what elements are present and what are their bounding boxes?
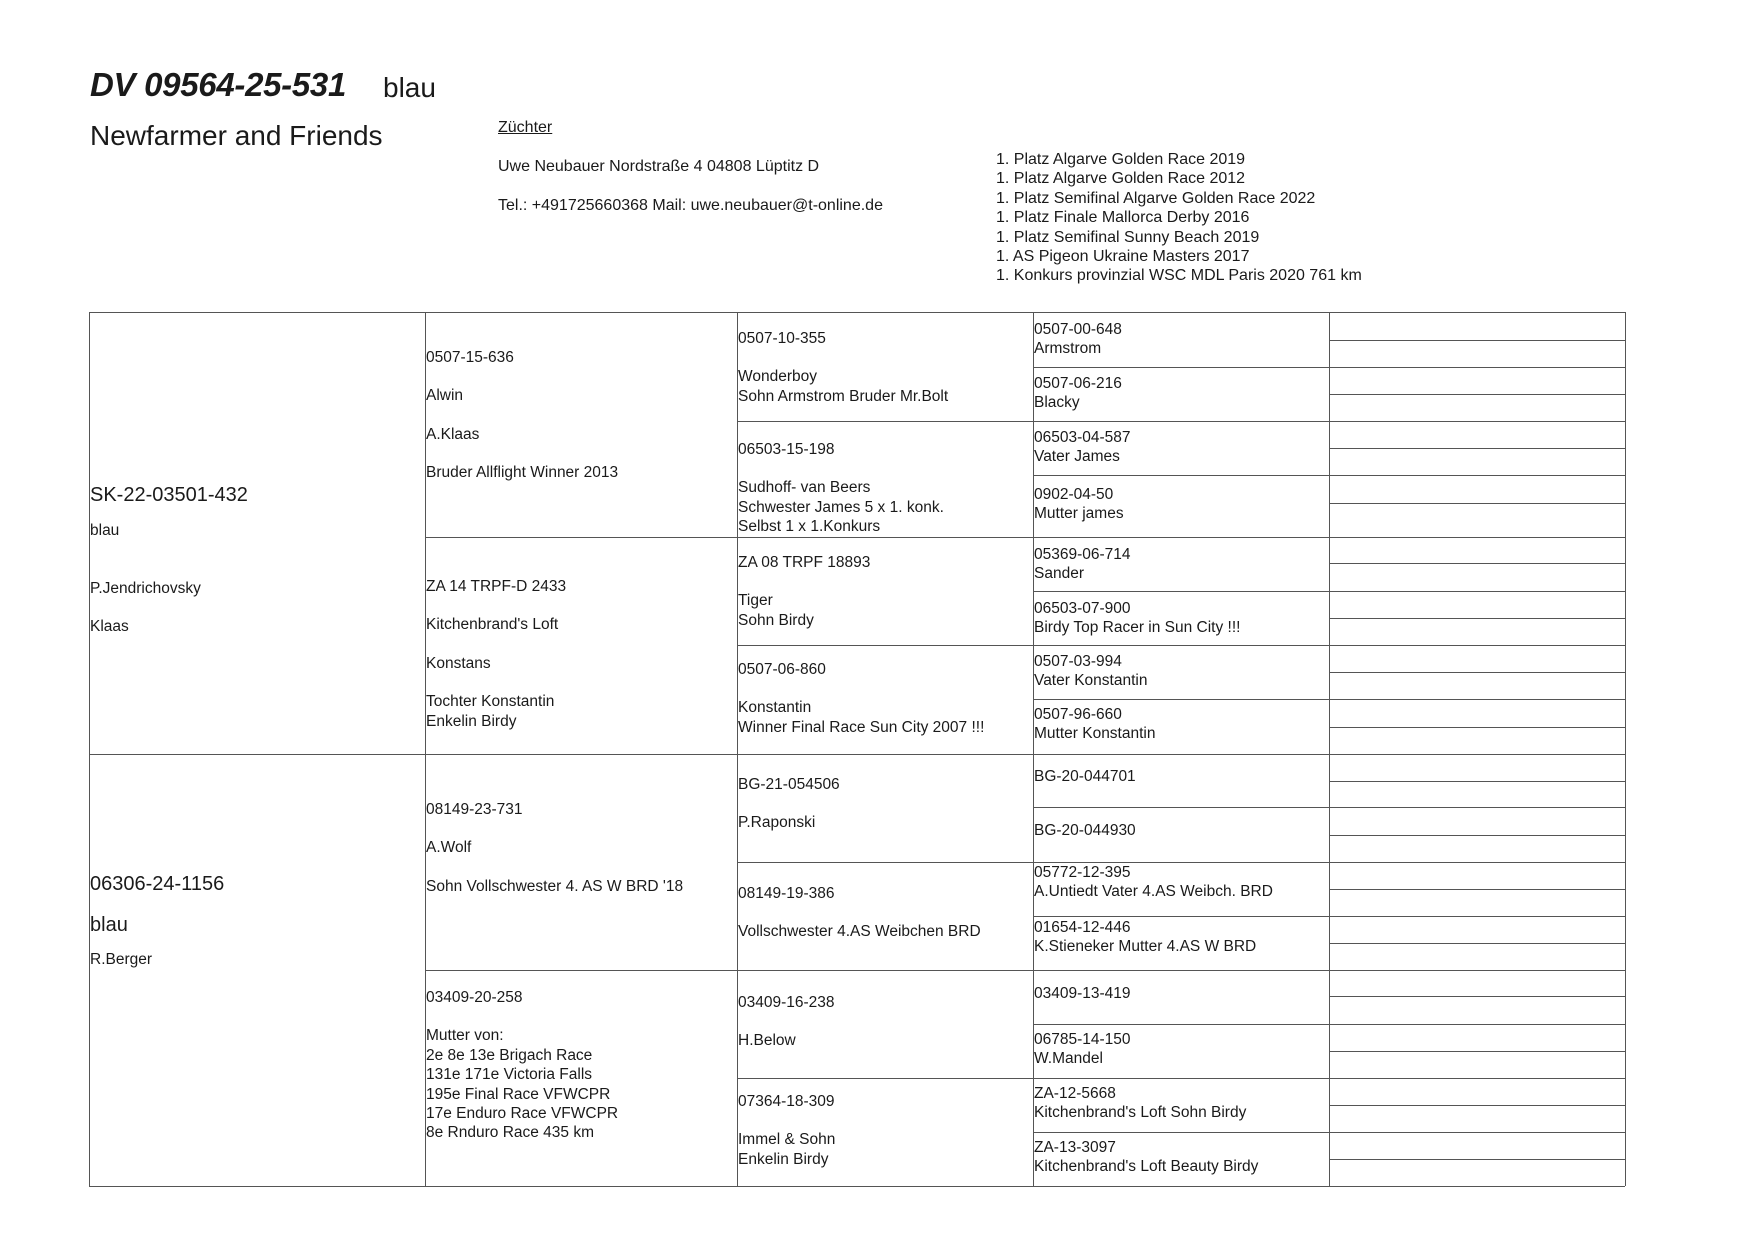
gen4-cell	[1034, 545, 1131, 584]
ancestor-ring: 06503-04-587	[1034, 429, 1131, 446]
ancestor-line: Vater Konstantin	[1034, 672, 1148, 690]
ancestor-line: Sohn Vollschwester 4. AS W BRD '18	[426, 877, 684, 895]
achievement-item: 1. Platz Finale Mallorca Derby 2016	[996, 209, 1250, 227]
grid-line	[737, 421, 1625, 422]
ancestor-line: Wonderboy	[738, 368, 817, 386]
grid-line	[1033, 916, 1625, 917]
gen4-cell	[1034, 652, 1147, 691]
ancestor-line: 2e 8e 13e Brigach Race	[426, 1046, 593, 1064]
achievement-item: 1. AS Pigeon Ukraine Masters 2017	[996, 248, 1250, 266]
grid-line	[1329, 340, 1625, 341]
gen4-cell	[1034, 320, 1122, 359]
gen4-cell	[1034, 984, 1131, 1003]
ancestor-line: H.Below	[738, 1032, 796, 1050]
grid-line	[1329, 312, 1330, 1186]
grid-line	[1329, 1051, 1625, 1052]
gen4-cell	[1034, 918, 1256, 957]
ancestor-line: Armstrom	[1034, 340, 1102, 358]
ancestor-line: Bruder Allflight Winner 2013	[426, 464, 619, 482]
achievement-item: 1. Platz Algarve Golden Race 2012	[996, 170, 1246, 188]
ancestor-line: Vollschwester 4.AS Weibchen BRD	[738, 923, 981, 941]
ancestor-ring: 03409-13-419	[1034, 985, 1131, 1002]
ancestor-line: Alwin	[426, 387, 464, 405]
ancestor-line: P.Raponski	[738, 814, 816, 832]
grid-line	[1329, 503, 1625, 504]
ancestor-line: Kitchenbrand's Loft Sohn Birdy	[1034, 1104, 1247, 1122]
pigeon-ring-number: DV 09564-25-531	[90, 66, 347, 103]
ancestor-ring: BG-20-044701	[1034, 768, 1136, 785]
great-grandparent-cell	[738, 440, 944, 537]
gen4-cell	[1034, 863, 1273, 902]
ancestor-line: Mutter von:	[426, 1027, 504, 1045]
grid-line	[1329, 618, 1625, 619]
ancestor-ring: 03409-20-258	[426, 989, 523, 1006]
grid-line	[1329, 943, 1625, 944]
ancestor-ring: 0507-06-216	[1034, 375, 1122, 392]
ancestor-line: A.Untiedt Vater 4.AS Weibch. BRD	[1034, 883, 1273, 901]
grandparent-cell	[426, 348, 618, 483]
ancestor-ring: 0507-00-648	[1034, 321, 1122, 338]
ancestor-ring: 0902-04-50	[1034, 486, 1114, 503]
ancestor-line: K.Stieneker Mutter 4.AS W BRD	[1034, 938, 1257, 956]
ancestor-line: Mutter james	[1034, 505, 1124, 523]
grid-line	[425, 970, 1625, 971]
parent-ring: SK-22-03501-432	[90, 484, 248, 506]
achievement-item: 1. Platz Semifinal Sunny Beach 2019	[996, 228, 1260, 246]
parent-father	[90, 486, 248, 637]
achievements-list	[996, 150, 1362, 286]
ancestor-ring: 0507-06-860	[738, 661, 826, 678]
ancestor-line: 17e Enduro Race VFWCPR	[426, 1105, 619, 1123]
ancestor-ring: 06785-14-150	[1034, 1031, 1131, 1048]
ancestor-line: Vater James	[1034, 448, 1120, 466]
ancestor-ring: BG-21-054506	[738, 776, 840, 793]
grid-line	[89, 754, 1625, 755]
grid-line	[89, 312, 1625, 313]
ancestor-line: Sander	[1034, 565, 1084, 583]
ancestor-ring: 06503-15-198	[738, 441, 835, 458]
grid-line	[89, 1186, 1625, 1187]
ancestor-line: A.Klaas	[426, 425, 480, 443]
grid-line	[1033, 367, 1625, 368]
achievement-item: 1. Platz Semifinal Algarve Golden Race 2022	[996, 189, 1316, 207]
grid-line	[1329, 1105, 1625, 1106]
ancestor-ring: ZA 14 TRPF-D 2433	[426, 578, 567, 595]
gen4-cell	[1034, 428, 1131, 467]
pigeon-color: blau	[383, 72, 436, 103]
grid-line	[1033, 807, 1625, 808]
ancestor-line: W.Mandel	[1034, 1050, 1103, 1068]
gen4-cell	[1034, 485, 1124, 524]
ancestor-ring: 08149-23-731	[426, 801, 523, 818]
ancestor-line: Mutter Konstantin	[1034, 725, 1156, 743]
achievement-item: 1. Konkurs provinzial WSC MDL Paris 2020 761 km	[996, 267, 1362, 285]
ancestor-line: Selbst 1 x 1.Konkurs	[738, 518, 881, 536]
gen4-cell	[1034, 374, 1122, 413]
ancestor-line: Blacky	[1034, 394, 1080, 412]
ancestor-line: Enkelin Birdy	[426, 712, 517, 730]
ancestor-line: Konstantin	[738, 699, 812, 717]
ancestor-line: 8e Rnduro Race 435 km	[426, 1124, 595, 1142]
grid-line	[1329, 996, 1625, 997]
grid-line	[425, 537, 1625, 538]
ancestor-line: 131e 171e Victoria Falls	[426, 1066, 593, 1084]
parent-line: R.Berger	[90, 950, 153, 968]
ancestor-line: Winner Final Race Sun City 2007 !!!	[738, 718, 985, 736]
ancestor-ring: 05772-12-395	[1034, 864, 1131, 881]
parent-line: P.Jendrichovsky	[90, 579, 201, 597]
ancestor-line: Birdy Top Racer in Sun City !!!	[1034, 619, 1241, 637]
grid-line	[1329, 835, 1625, 836]
pigeon-name: Newfarmer and Friends	[90, 120, 383, 151]
gen4-cell	[1034, 767, 1136, 786]
gen4-cell	[1034, 599, 1240, 638]
grid-line	[1033, 1132, 1625, 1133]
grid-line	[1329, 727, 1625, 728]
grid-line	[1329, 781, 1625, 782]
ancestor-ring: 07364-18-309	[738, 1093, 835, 1110]
achievement-item: 1. Platz Algarve Golden Race 2019	[996, 151, 1246, 168]
grid-line	[737, 645, 1625, 646]
parent-line: blau	[90, 522, 120, 540]
ancestor-line: Sohn Birdy	[738, 611, 814, 629]
ancestor-ring: 0507-15-636	[426, 349, 514, 366]
gen4-cell	[1034, 821, 1136, 840]
grid-line	[1329, 1159, 1625, 1160]
great-grandparent-cell	[738, 553, 870, 630]
ancestor-line: Sudhoff- van Beers	[738, 479, 871, 497]
parent-mother	[90, 875, 224, 969]
ancestor-line: Konstans	[426, 654, 491, 672]
great-grandparent-cell	[738, 884, 981, 942]
ancestor-line: Sohn Armstrom Bruder Mr.Bolt	[738, 387, 949, 405]
grid-line	[1033, 1024, 1625, 1025]
grandparent-cell	[426, 577, 566, 731]
ancestor-line: 195e Final Race VFWCPR	[426, 1085, 611, 1103]
great-grandparent-cell	[738, 660, 984, 737]
ancestor-ring: 05369-06-714	[1034, 546, 1131, 563]
ancestor-ring: 0507-10-355	[738, 330, 826, 347]
ancestor-ring: 06503-07-900	[1034, 600, 1131, 617]
breeder-contact: Tel.: +491725660368 Mail: uwe.neubauer@t-online.de	[498, 197, 883, 214]
grid-line	[1329, 672, 1625, 673]
ancestor-line: Kitchenbrand's Loft Beauty Birdy	[1034, 1158, 1259, 1176]
grid-line	[89, 312, 90, 1186]
ancestor-line: Enkelin Birdy	[738, 1150, 829, 1168]
ancestor-ring: 03409-16-238	[738, 994, 835, 1011]
ancestor-line: Schwester James 5 x 1. konk.	[738, 498, 944, 516]
grid-line	[1329, 394, 1625, 395]
ancestor-ring: BG-20-044930	[1034, 822, 1136, 839]
ancestor-ring: 01654-12-446	[1034, 919, 1131, 936]
grid-line	[1329, 448, 1625, 449]
great-grandparent-cell	[738, 1092, 835, 1169]
ancestor-line: A.Wolf	[426, 839, 472, 857]
great-grandparent-cell	[738, 993, 835, 1051]
gen4-cell	[1034, 1138, 1258, 1177]
great-grandparent-cell	[738, 775, 840, 833]
ancestor-ring: ZA-12-5668	[1034, 1085, 1116, 1102]
ancestor-line: Tiger	[738, 592, 773, 610]
breeder-heading: Züchter	[498, 119, 553, 136]
great-grandparent-cell	[738, 329, 948, 406]
gen4-cell	[1034, 1084, 1246, 1123]
breeder-address: Uwe Neubauer Nordstraße 4 04808 Lüptitz D	[498, 158, 820, 175]
gen4-cell	[1034, 705, 1155, 744]
ancestor-ring: 0507-03-994	[1034, 653, 1122, 670]
grandparent-cell	[426, 800, 683, 896]
parent-line: blau	[90, 914, 128, 937]
grid-line	[1329, 563, 1625, 564]
ancestor-ring: ZA-13-3097	[1034, 1139, 1116, 1156]
ancestor-ring: 08149-19-386	[738, 885, 835, 902]
parent-line: Klaas	[90, 618, 129, 636]
ancestor-ring: ZA 08 TRPF 18893	[738, 554, 871, 571]
grid-line	[1033, 475, 1625, 476]
grid-line	[1329, 889, 1625, 890]
grid-line	[1033, 591, 1625, 592]
ancestor-line: Immel & Sohn	[738, 1131, 836, 1149]
parent-ring: 06306-24-1156	[90, 873, 225, 895]
ancestor-line: Kitchenbrand's Loft	[426, 616, 559, 634]
grid-line	[1625, 312, 1626, 1186]
ancestor-ring: 0507-96-660	[1034, 706, 1122, 723]
gen4-cell	[1034, 1030, 1131, 1069]
grandparent-cell	[426, 988, 618, 1143]
ancestor-line: Tochter Konstantin	[426, 693, 555, 711]
grid-line	[737, 1078, 1625, 1079]
grid-line	[1033, 699, 1625, 700]
